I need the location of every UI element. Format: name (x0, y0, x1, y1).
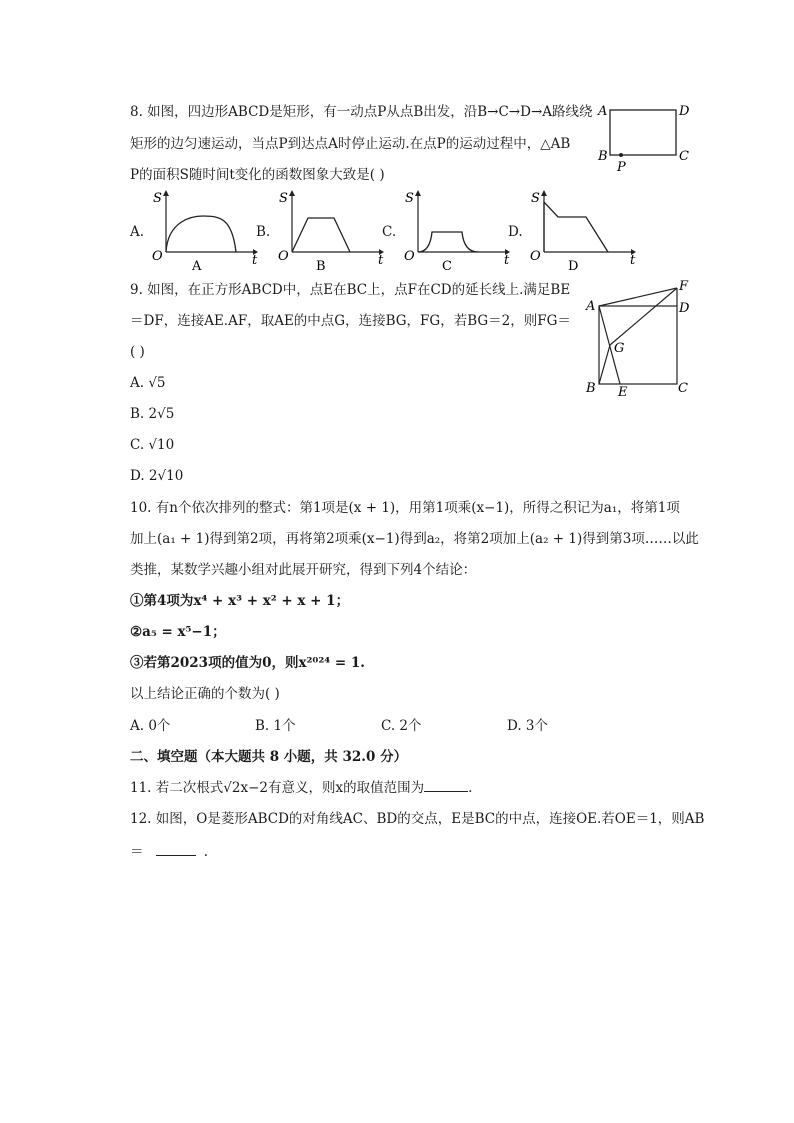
label-b: B (586, 381, 596, 396)
label-c: C (679, 149, 689, 164)
axis-t: t (378, 253, 384, 268)
q9-line2: ＝DF，连接AE.AF，取AE的中点G，连接BG，FG，若BG＝2，则FG＝ (130, 313, 571, 329)
axis-s: S (153, 191, 162, 206)
axis-s: S (405, 191, 414, 206)
option-c-label: C. (382, 224, 397, 240)
point-p (619, 153, 623, 157)
q10-conclusion-3: ③若第2023项的值为0，则x²⁰²⁴ = 1. (130, 655, 365, 671)
q11-end: . (468, 780, 473, 796)
q12-line1: 12. 如图，O是菱形ABCD的对角线AC、BD的交点，E是BC的中点，连接OE.若OE＝1，则AB (130, 811, 705, 827)
label-e: E (618, 385, 628, 400)
axis-t: t (252, 253, 258, 268)
q8-line1: 8. 如图，四边形ABCD是矩形，有一动点P从点B出发，沿B→C→D→A路线绕 (130, 104, 593, 120)
q12-end: . (203, 844, 209, 860)
graph-name: D (568, 259, 579, 274)
q9-line1: 9. 如图，在正方形ABCD中，点E在BC上，点F在CD的延长线上.满足BE (130, 282, 571, 298)
option-b-label: B. (256, 224, 271, 240)
q12-equals: ＝ (130, 844, 144, 860)
q9-option-d: D. 2√10 (130, 468, 184, 484)
q12-line2 (130, 843, 208, 861)
graph-d (526, 188, 636, 274)
graph-b (274, 188, 384, 274)
segment-bg (599, 345, 610, 384)
origin-o: O (152, 249, 163, 264)
q10-line1: 10. 有n个依次排列的整式：第1项是(x + 1)，用第1项乘(x−1)，所得之积记为a₁，将第1项 (130, 500, 680, 516)
axis-s: S (279, 191, 288, 206)
rectangle-abcd (610, 110, 676, 155)
graph-a (148, 188, 258, 274)
q9-option-c: C. √10 (130, 437, 175, 453)
axis-t: t (630, 253, 636, 268)
q10-conclusion-1: ①第4项为x⁴ + x³ + x² + x + 1； (130, 593, 350, 609)
option-a-label: A. (130, 224, 145, 240)
label-d: D (679, 301, 690, 316)
label-g: G (614, 341, 625, 356)
segment-fg (610, 288, 677, 345)
q8-option-graphs (130, 188, 636, 274)
q10-option-d: D. 3个 (507, 718, 549, 734)
label-b: B (598, 149, 608, 164)
q12-answer-blank[interactable] (156, 843, 196, 856)
graph-name: C (442, 259, 452, 274)
label-a: A (586, 299, 596, 314)
q10-conclusion-2: ②a₅ = x⁵−1； (130, 624, 226, 640)
label-f: F (679, 279, 689, 294)
graph-name: A (192, 259, 202, 274)
curve-b (292, 218, 350, 252)
label-c: C (678, 381, 688, 396)
q10-option-b: B. 1个 (255, 718, 296, 734)
label-d: D (679, 104, 690, 119)
q10-line2: 加上(a₁ + 1)得到第2项，再将第2项乘(x−1)得到a₂，将第2项加上(a₂ + 1)得到第3项……以此 (130, 531, 699, 547)
label-p: P (617, 160, 626, 175)
q8-line2: 矩形的边匀速运动，当点P到达点A时停止运动.在点P的运动过程中，△AB (130, 136, 571, 152)
q10-line3: 类推，某数学兴趣小组对此展开研究，得到下列4个结论： (130, 562, 477, 578)
q9-line3: ( ) (130, 344, 145, 360)
origin-o: O (530, 249, 541, 264)
label-a: A (598, 104, 608, 119)
section-heading: 二、填空题（本大题共 8 小题，共 32.0 分） (130, 749, 408, 765)
q9-option-b: B. 2√5 (130, 406, 175, 422)
axis-t: t (504, 253, 510, 268)
graph-c (400, 188, 510, 274)
segment-af (599, 288, 677, 306)
q10-option-c: C. 2个 (381, 718, 422, 734)
q9-option-a: A. √5 (130, 375, 166, 391)
origin-o: O (404, 249, 415, 264)
q10-question: 以上结论正确的个数为( ) (130, 686, 280, 702)
q8-rectangle-figure (596, 98, 696, 178)
curve-c (418, 232, 478, 252)
q8-line3: P的面积S随时间t变化的函数图象大致是( ) (130, 167, 385, 183)
origin-o: O (278, 249, 289, 264)
curve-a (166, 216, 236, 252)
option-d-label: D. (508, 224, 523, 240)
q10-option-a: A. 0个 (130, 718, 171, 734)
q9-square-figure (580, 278, 700, 400)
q11-line (130, 779, 472, 797)
q11-text: 11. 若二次根式√2x−2有意义，则x的取值范围为 (130, 780, 425, 796)
q11-answer-blank[interactable] (424, 779, 468, 792)
graph-name: B (316, 259, 326, 274)
axis-s: S (531, 191, 540, 206)
curve-d (544, 202, 608, 252)
